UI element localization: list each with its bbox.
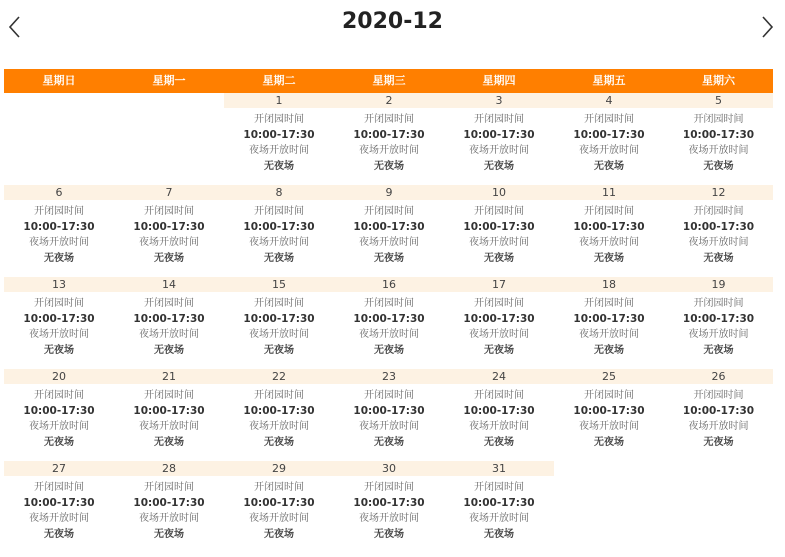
- night-hours-label: 夜场开放时间: [139, 237, 199, 248]
- open-hours-value: 10:00-17:30: [573, 128, 645, 141]
- day-number: 23: [334, 369, 444, 384]
- night-hours-label: 夜场开放时间: [29, 329, 89, 340]
- open-hours-label: 开闭园时间: [254, 114, 304, 125]
- day-info: [334, 292, 444, 358]
- day-number: 4: [554, 93, 664, 108]
- open-hours-value: 10:00-17:30: [573, 220, 645, 233]
- calendar-day-cell[interactable]: [444, 93, 554, 185]
- night-hours-label: 夜场开放时间: [579, 237, 639, 248]
- calendar-day-cell[interactable]: [664, 277, 773, 369]
- calendar-week-row: [4, 185, 773, 277]
- calendar-day-cell[interactable]: [224, 277, 334, 369]
- open-hours-value: 10:00-17:30: [243, 128, 315, 141]
- empty-day-cell: [114, 93, 224, 185]
- day-info: [224, 292, 334, 358]
- open-hours-label: 开闭园时间: [584, 114, 634, 125]
- calendar-grid: [4, 93, 773, 553]
- open-hours-value: 10:00-17:30: [23, 220, 95, 233]
- open-hours-label: 开闭园时间: [474, 206, 524, 217]
- open-hours-value: 10:00-17:30: [682, 312, 755, 325]
- day-info: [224, 108, 334, 174]
- open-hours-label: 开闭园时间: [34, 390, 84, 401]
- calendar-day-cell[interactable]: [334, 277, 444, 369]
- calendar-day-cell[interactable]: [554, 369, 664, 461]
- night-hours-value: 无夜场: [44, 528, 74, 540]
- calendar-day-cell[interactable]: [224, 369, 334, 461]
- night-hours-label: 夜场开放时间: [688, 329, 749, 340]
- open-hours-value: 10:00-17:30: [133, 312, 205, 325]
- empty-day-cell: [554, 461, 664, 553]
- calendar-week-row: [4, 369, 773, 461]
- night-hours-label: 夜场开放时间: [359, 513, 419, 524]
- night-hours-label: 夜场开放时间: [469, 513, 529, 524]
- open-hours-value: 10:00-17:30: [682, 220, 755, 233]
- night-hours-value: 无夜场: [484, 252, 514, 264]
- night-hours-value: 无夜场: [374, 528, 404, 540]
- night-hours-value: 无夜场: [374, 344, 404, 356]
- day-number: 9: [334, 185, 444, 200]
- open-hours-value: 10:00-17:30: [353, 128, 425, 141]
- open-hours-value: 10:00-17:30: [23, 312, 95, 325]
- night-hours-label: 夜场开放时间: [139, 513, 199, 524]
- calendar-day-cell[interactable]: [664, 369, 773, 461]
- open-hours-value: 10:00-17:30: [243, 404, 315, 417]
- calendar-day-cell[interactable]: [224, 93, 334, 185]
- day-number: 10: [444, 185, 554, 200]
- empty-day-cell: [664, 461, 773, 553]
- calendar-day-cell[interactable]: [224, 461, 334, 553]
- open-hours-label: 开闭园时间: [474, 390, 524, 401]
- open-hours-value: 10:00-17:30: [573, 312, 645, 325]
- day-number: 31: [444, 461, 554, 476]
- day-info: [444, 292, 554, 358]
- night-hours-value: 无夜场: [703, 160, 734, 172]
- open-hours-label: 开闭园时间: [693, 206, 744, 217]
- calendar-day-cell[interactable]: [114, 369, 224, 461]
- night-hours-value: 无夜场: [44, 436, 74, 448]
- open-hours-label: 开闭园时间: [254, 390, 304, 401]
- day-number: 1: [224, 93, 334, 108]
- weekday-wednesday: 星期三: [372, 74, 406, 87]
- chevron-right-icon: [753, 10, 779, 44]
- night-hours-value: 无夜场: [154, 528, 184, 540]
- calendar-day-cell[interactable]: [4, 185, 114, 277]
- day-info: [554, 108, 664, 174]
- night-hours-label: 夜场开放时间: [469, 421, 529, 432]
- open-hours-label: 开闭园时间: [474, 114, 524, 125]
- night-hours-label: 夜场开放时间: [29, 237, 89, 248]
- night-hours-label: 夜场开放时间: [359, 329, 419, 340]
- day-number: 13: [4, 277, 114, 292]
- open-hours-value: 10:00-17:30: [573, 404, 645, 417]
- calendar-day-cell[interactable]: [334, 185, 444, 277]
- day-number: 30: [334, 461, 444, 476]
- night-hours-value: 无夜场: [264, 252, 294, 264]
- night-hours-value: 无夜场: [594, 252, 624, 264]
- open-hours-value: 10:00-17:30: [463, 312, 535, 325]
- night-hours-label: 夜场开放时间: [579, 421, 639, 432]
- open-hours-value: 10:00-17:30: [463, 128, 535, 141]
- open-hours-value: 10:00-17:30: [243, 312, 315, 325]
- night-hours-value: 无夜场: [154, 252, 184, 264]
- night-hours-label: 夜场开放时间: [139, 329, 199, 340]
- open-hours-label: 开闭园时间: [474, 482, 524, 493]
- calendar-header: [0, 0, 785, 50]
- day-number: 6: [4, 185, 114, 200]
- night-hours-label: 夜场开放时间: [249, 421, 309, 432]
- night-hours-value: 无夜场: [484, 160, 514, 172]
- calendar-day-cell[interactable]: [334, 461, 444, 553]
- day-info: [334, 476, 444, 542]
- calendar-day-cell[interactable]: [4, 461, 114, 553]
- open-hours-value: 10:00-17:30: [463, 404, 535, 417]
- day-number: 16: [334, 277, 444, 292]
- night-hours-label: 夜场开放时间: [469, 145, 529, 156]
- day-info: [114, 200, 224, 266]
- night-hours-value: 无夜场: [154, 436, 184, 448]
- day-info: [4, 292, 114, 358]
- calendar-day-cell[interactable]: [554, 277, 664, 369]
- open-hours-label: 开闭园时间: [584, 206, 634, 217]
- night-hours-label: 夜场开放时间: [249, 329, 309, 340]
- open-hours-value: 10:00-17:30: [243, 496, 315, 509]
- open-hours-label: 开闭园时间: [474, 298, 524, 309]
- night-hours-label: 夜场开放时间: [579, 329, 639, 340]
- open-hours-value: 10:00-17:30: [353, 404, 425, 417]
- day-info: [664, 384, 773, 450]
- open-hours-value: 10:00-17:30: [353, 312, 425, 325]
- day-number: 5: [664, 93, 773, 108]
- calendar-day-cell[interactable]: [114, 461, 224, 553]
- open-hours-label: 开闭园时间: [364, 298, 414, 309]
- night-hours-value: 无夜场: [703, 252, 734, 264]
- day-info: [224, 384, 334, 450]
- open-hours-label: 开闭园时间: [34, 206, 84, 217]
- open-hours-label: 开闭园时间: [254, 482, 304, 493]
- open-hours-label: 开闭园时间: [364, 206, 414, 217]
- calendar-day-cell[interactable]: [664, 185, 773, 277]
- night-hours-value: 无夜场: [264, 436, 294, 448]
- day-info: [4, 384, 114, 450]
- day-number: 21: [114, 369, 224, 384]
- calendar-week-row: [4, 277, 773, 369]
- open-hours-label: 开闭园时间: [254, 206, 304, 217]
- open-hours-label: 开闭园时间: [144, 390, 194, 401]
- day-number: 18: [554, 277, 664, 292]
- night-hours-value: 无夜场: [154, 344, 184, 356]
- day-info: [114, 384, 224, 450]
- night-hours-label: 夜场开放时间: [139, 421, 199, 432]
- night-hours-value: 无夜场: [264, 528, 294, 540]
- day-info: [334, 108, 444, 174]
- night-hours-value: 无夜场: [703, 436, 734, 448]
- open-hours-label: 开闭园时间: [364, 114, 414, 125]
- weekday-friday: 星期五: [592, 74, 626, 87]
- calendar-day-cell[interactable]: [114, 185, 224, 277]
- open-hours-label: 开闭园时间: [364, 482, 414, 493]
- day-number: 14: [114, 277, 224, 292]
- day-number: 15: [224, 277, 334, 292]
- open-hours-value: 10:00-17:30: [353, 496, 425, 509]
- night-hours-value: 无夜场: [594, 436, 624, 448]
- open-hours-label: 开闭园时间: [34, 298, 84, 309]
- night-hours-label: 夜场开放时间: [29, 513, 89, 524]
- open-hours-label: 开闭园时间: [254, 298, 304, 309]
- night-hours-label: 夜场开放时间: [29, 421, 89, 432]
- open-hours-value: 10:00-17:30: [23, 404, 95, 417]
- open-hours-label: 开闭园时间: [693, 114, 744, 125]
- day-number: 11: [554, 185, 664, 200]
- day-info: [224, 200, 334, 266]
- day-number: 20: [4, 369, 114, 384]
- open-hours-value: 10:00-17:30: [682, 128, 755, 141]
- day-number: 2: [334, 93, 444, 108]
- weekday-thursday: 星期四: [482, 74, 516, 87]
- weekday-monday: 星期一: [152, 74, 186, 87]
- day-info: [334, 384, 444, 450]
- night-hours-value: 无夜场: [594, 344, 624, 356]
- weekday-tuesday: 星期二: [262, 74, 296, 87]
- day-info: [444, 476, 554, 542]
- day-number: 27: [4, 461, 114, 476]
- day-number: 22: [224, 369, 334, 384]
- day-info: [554, 200, 664, 266]
- day-info: [114, 476, 224, 542]
- next-month-button[interactable]: [753, 10, 779, 44]
- calendar-day-cell[interactable]: [444, 461, 554, 553]
- calendar-day-cell[interactable]: [554, 185, 664, 277]
- day-info: [554, 384, 664, 450]
- night-hours-label: 夜场开放时间: [469, 237, 529, 248]
- day-info: [664, 200, 773, 266]
- night-hours-label: 夜场开放时间: [579, 145, 639, 156]
- open-hours-label: 开闭园时间: [584, 298, 634, 309]
- day-number: 26: [664, 369, 773, 384]
- open-hours-label: 开闭园时间: [693, 298, 744, 309]
- night-hours-label: 夜场开放时间: [688, 145, 749, 156]
- night-hours-label: 夜场开放时间: [249, 145, 309, 156]
- day-info: [224, 476, 334, 542]
- day-info: [554, 292, 664, 358]
- night-hours-value: 无夜场: [374, 436, 404, 448]
- open-hours-label: 开闭园时间: [144, 298, 194, 309]
- calendar-day-cell[interactable]: [334, 93, 444, 185]
- weekday-header-row: [4, 69, 773, 93]
- weekday-sunday: 星期日: [42, 74, 76, 87]
- night-hours-value: 无夜场: [594, 160, 624, 172]
- day-info: [444, 200, 554, 266]
- day-number: 24: [444, 369, 554, 384]
- day-info: [4, 200, 114, 266]
- day-number: 8: [224, 185, 334, 200]
- open-hours-value: 10:00-17:30: [682, 404, 755, 417]
- day-info: [114, 292, 224, 358]
- night-hours-value: 无夜场: [484, 344, 514, 356]
- open-hours-label: 开闭园时间: [693, 390, 744, 401]
- open-hours-label: 开闭园时间: [144, 482, 194, 493]
- calendar-day-cell[interactable]: [4, 277, 114, 369]
- night-hours-label: 夜场开放时间: [688, 421, 749, 432]
- calendar-day-cell[interactable]: [444, 369, 554, 461]
- night-hours-label: 夜场开放时间: [359, 421, 419, 432]
- open-hours-value: 10:00-17:30: [243, 220, 315, 233]
- day-number: 19: [664, 277, 773, 292]
- night-hours-value: 无夜场: [264, 344, 294, 356]
- open-hours-label: 开闭园时间: [584, 390, 634, 401]
- calendar-day-cell[interactable]: [114, 277, 224, 369]
- calendar-week-row: [4, 93, 773, 185]
- open-hours-value: 10:00-17:30: [23, 496, 95, 509]
- calendar-day-cell[interactable]: [664, 93, 773, 185]
- day-number: 12: [664, 185, 773, 200]
- day-number: 29: [224, 461, 334, 476]
- night-hours-label: 夜场开放时间: [359, 237, 419, 248]
- month-title: 2020-12: [342, 9, 443, 34]
- day-info: [664, 108, 773, 174]
- night-hours-value: 无夜场: [264, 160, 294, 172]
- day-info: [444, 384, 554, 450]
- night-hours-label: 夜场开放时间: [249, 237, 309, 248]
- night-hours-label: 夜场开放时间: [359, 145, 419, 156]
- night-hours-label: 夜场开放时间: [469, 329, 529, 340]
- open-hours-value: 10:00-17:30: [133, 220, 205, 233]
- night-hours-label: 夜场开放时间: [249, 513, 309, 524]
- calendar-day-cell[interactable]: [4, 369, 114, 461]
- calendar-week-row: [4, 461, 773, 553]
- open-hours-value: 10:00-17:30: [353, 220, 425, 233]
- night-hours-value: 无夜场: [703, 344, 734, 356]
- calendar-day-cell[interactable]: [444, 185, 554, 277]
- day-info: [334, 200, 444, 266]
- night-hours-value: 无夜场: [44, 344, 74, 356]
- calendar-day-cell[interactable]: [334, 369, 444, 461]
- open-hours-value: 10:00-17:30: [463, 220, 535, 233]
- open-hours-value: 10:00-17:30: [133, 496, 205, 509]
- night-hours-value: 无夜场: [374, 252, 404, 264]
- calendar-day-cell[interactable]: [444, 277, 554, 369]
- day-info: [444, 108, 554, 174]
- day-number: 28: [114, 461, 224, 476]
- day-info: [4, 476, 114, 542]
- day-info: [664, 292, 773, 358]
- open-hours-value: 10:00-17:30: [133, 404, 205, 417]
- open-hours-label: 开闭园时间: [34, 482, 84, 493]
- day-number: 17: [444, 277, 554, 292]
- night-hours-value: 无夜场: [484, 528, 514, 540]
- open-hours-label: 开闭园时间: [144, 206, 194, 217]
- empty-day-cell: [4, 93, 114, 185]
- open-hours-value: 10:00-17:30: [463, 496, 535, 509]
- calendar-day-cell[interactable]: [224, 185, 334, 277]
- night-hours-value: 无夜场: [484, 436, 514, 448]
- weekday-saturday: 星期六: [702, 74, 735, 87]
- day-number: 7: [114, 185, 224, 200]
- day-number: 25: [554, 369, 664, 384]
- open-hours-label: 开闭园时间: [364, 390, 414, 401]
- calendar-day-cell[interactable]: [554, 93, 664, 185]
- night-hours-value: 无夜场: [44, 252, 74, 264]
- night-hours-label: 夜场开放时间: [688, 237, 749, 248]
- day-number: 3: [444, 93, 554, 108]
- night-hours-value: 无夜场: [374, 160, 404, 172]
